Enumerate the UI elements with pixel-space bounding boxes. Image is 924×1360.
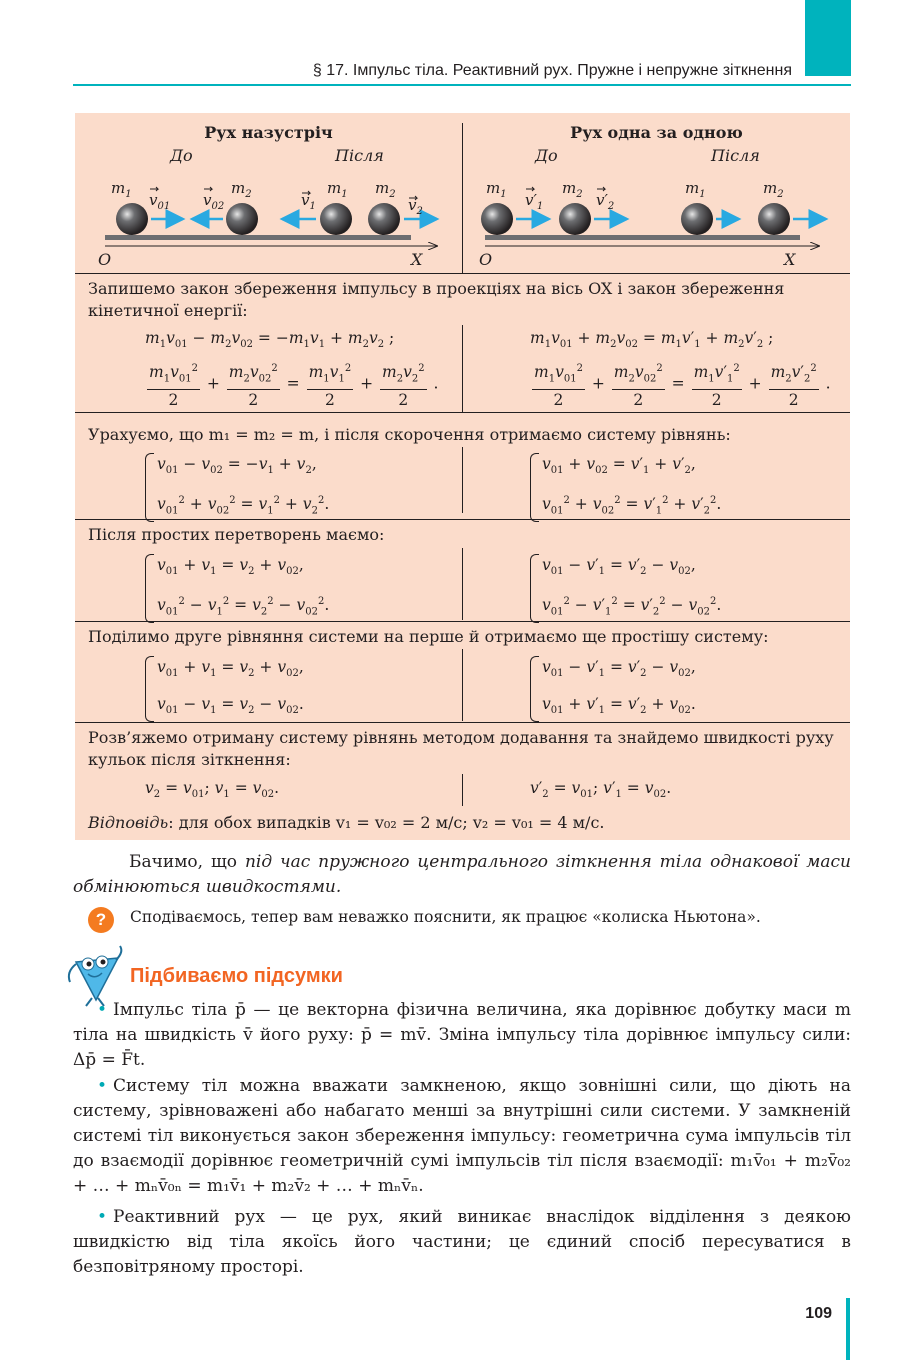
row2-left-system: $v_{01} - v_{02} = -v_1 + v_2$, $v_{01}^2 + v_{02}^2 = v_1^2 + v_2^2$. (145, 449, 329, 526)
row1-left-eq2: $\frac{m_1v_{01}^2}{2}$ + $\frac{m_2v_{02}^2}{2}$ = $\frac{m_1v_1^2}{2}$ + $\frac{m_2v_2^2}{2}$ . (145, 359, 438, 410)
left-after-label: Після (335, 146, 384, 165)
row2-text: Урахуємо, що m₁ = m₂ = m, і після скорочення отримаємо систему рівнянь: (88, 425, 731, 444)
row3-right-system: $v_{01} - v'_1 = v'_2 - v_{02}$, $v_{01}^2 - v'_1^2 = v'_2^2 - v_{02}^2$. (530, 550, 721, 627)
row3-text: Після простих перетворень маємо: (88, 525, 385, 544)
conclusion-plain: Бачимо, що (129, 852, 245, 872)
answer-text: : для обох випадків v₁ = v₀₂ = 2 м/с; v₂ = v₀₁ = 4 м/с. (168, 813, 605, 832)
svg-text:m2: $m_2$ (375, 179, 396, 200)
row3-left-system: $v_{01} + v_1 = v_2 + v_{02}$, $v_{01}^2 - v_1^2 = v_2^2 - v_{02}^2$. (145, 550, 329, 627)
svg-text:v2: $v_2$ (408, 196, 423, 217)
summary-bullet-3-text: Реактивний рух — це рух, який виникає внаслідок відділення з деякою швидкістю від тіла якоїсь його частини; це єдиний спосіб пересуватися в безповітряному просторі. (73, 1207, 851, 1277)
right-axis-label: X (784, 250, 796, 269)
right-after-label: Після (711, 146, 760, 165)
svg-text:v01: $v_{01}$ (149, 191, 171, 212)
right-ball-2-before (559, 203, 591, 235)
svg-text:v02: $v_{02}$ (203, 191, 225, 212)
summary-bullet-2 (73, 1074, 851, 1199)
right-ball-1-before (481, 203, 513, 235)
summary-bullet-1 (73, 998, 851, 1073)
row1-right-eq2: $\frac{m_1v_{01}^2}{2}$ + $\frac{m_2v_{02}^2}{2}$ = $\frac{m_1v'_1^2}{2}$ + $\frac{m_2v'_2^2}{2}$ . (530, 359, 831, 410)
solution-panel (75, 113, 850, 840)
left-ball-2-before (226, 203, 258, 235)
left-ball-1-before (116, 203, 148, 235)
row4-divider (462, 649, 463, 721)
row-divider-3 (75, 519, 850, 520)
left-origin-label: O (98, 250, 112, 269)
right-before-label: До (535, 146, 558, 165)
row-divider-2 (75, 412, 850, 413)
row5-left-result: $v_2 = v_{01}$; $v_1 = v_{02}$. (145, 779, 280, 801)
row4-right-system: $v_{01} - v'_1 = v'_2 - v_{02}$, $v_{01} + v'_1 = v'_2 + v_{02}$. (530, 652, 696, 726)
right-track (485, 235, 800, 240)
svg-text:m2: $m_2$ (562, 179, 583, 200)
left-axis-label: X (411, 250, 423, 269)
page-number: 109 (805, 1305, 832, 1322)
row1-right-eq1: $m_1v_{01} + m_2v_{02} = m_1v'_1 + m_2v'_2$ ; (530, 329, 774, 351)
summary-bullet-3 (73, 1205, 851, 1280)
left-diagram-title: Рух назустріч (204, 123, 333, 142)
row2-divider (462, 447, 463, 513)
svg-text:v1: $v_1$ (301, 191, 316, 212)
right-diagram-title: Рух одна за одною (570, 123, 743, 142)
diagram-divider (462, 123, 463, 273)
row-divider-5 (75, 722, 850, 723)
svg-text:m1: $m_1$ (685, 179, 706, 200)
svg-text:m1: $m_1$ (327, 179, 348, 200)
row1-text: Запишемо закон збереження імпульсу в проекціях на вісь OX і закон збереження кінетичної енергії: (88, 279, 785, 320)
svg-text:v′1: $v'_1$ (525, 191, 544, 212)
bullet-dot-3: • (96, 1207, 107, 1227)
row5-right-result: $v'_2 = v_{01}$; $v'_1 = v_{02}$. (530, 779, 672, 801)
question-icon: ? (88, 907, 114, 933)
summary-title: Підбиваємо підсумки (130, 965, 343, 987)
right-ball-1-after (681, 203, 713, 235)
chapter-tab-marker (805, 0, 851, 76)
summary-bullet-1-text: Імпульс тіла p̄ — це векторна фізична величина, яка дорівнює добутку маси m тіла на швидкість v̄ його руху: p̄ = mv̄. Зміна імпульсу тіла дорівнює імпульсу сили: Δp̄ = F̄t. (73, 1000, 851, 1070)
answer-line (88, 812, 838, 834)
header-rule (73, 84, 851, 86)
question-text: Сподіваємось, тепер вам неважко пояснити, як працює «колиска Ньютона». (130, 908, 761, 926)
left-ball-2-after (368, 203, 400, 235)
left-before-label: До (170, 146, 193, 165)
row4-text: Поділимо друге рівняння системи на перше й отримаємо ще простішу систему: (88, 627, 769, 646)
row1-left-eq1: $m_1v_{01} - m_2v_{02} = -m_1v_1 + m_2v_2$ ; (145, 329, 395, 351)
svg-text:m2: $m_2$ (763, 179, 784, 200)
row1-divider (462, 325, 463, 412)
svg-text:m2: $m_2$ (231, 179, 252, 200)
row-divider-4 (75, 621, 850, 622)
row5-divider (462, 774, 463, 806)
svg-text:m1: $m_1$ (111, 179, 132, 200)
conclusion-italic: під час пружного центрального зіткнення тіла однакової маси обмінюються швидкостями. (73, 852, 851, 897)
page-number-bar (846, 1298, 850, 1360)
row3-divider (462, 548, 463, 620)
row-divider-1 (75, 273, 850, 274)
svg-text:v′2: $v'_2$ (596, 191, 615, 212)
row2-right-system: $v_{01} + v_{02} = v'_1 + v'_2$, $v_{01}^2 + v_{02}^2 = v'_1^2 + v'_2^2$. (530, 449, 721, 526)
svg-text:m1: $m_1$ (486, 179, 507, 200)
left-ball-1-after (320, 203, 352, 235)
right-origin-label: O (479, 250, 493, 269)
row5-text: Розв’яжемо отриману систему рівнянь методом додавання та знайдемо швидкості руху кульок після зіткнення: (88, 728, 834, 769)
row4-left-system: $v_{01} + v_1 = v_2 + v_{02}$, $v_{01} - v_1 = v_2 - v_{02}$. (145, 652, 304, 726)
summary-bullet-2-text: Систему тіл можна вважати замкненою, якщо зовнішні сили, що діють на систему, зрівноважені або набагато менші за внутрішні сили системи. У замкненій системі тіл виконується закон збереження імпульсу: геометрична сума імпульсів тіл до взаємодії дорівнює геометричній сумі імпульсів тіл після взаємодії: m₁v̄₀₁ + m₂v̄₀₂ + … + mₙv̄₀ₙ = m₁v̄₁ + m₂v̄₂ + … + mₙv̄ₙ. (73, 1076, 851, 1196)
bullet-dot-1: • (96, 1000, 107, 1020)
conclusion-paragraph (73, 850, 851, 900)
running-header: § 17. Імпульс тіла. Реактивний рух. Пружне і непружне зіткнення (312, 62, 792, 79)
right-ball-2-after (758, 203, 790, 235)
answer-label: Відповідь (88, 813, 169, 832)
left-track (105, 235, 411, 240)
bullet-dot-2: • (96, 1076, 107, 1096)
